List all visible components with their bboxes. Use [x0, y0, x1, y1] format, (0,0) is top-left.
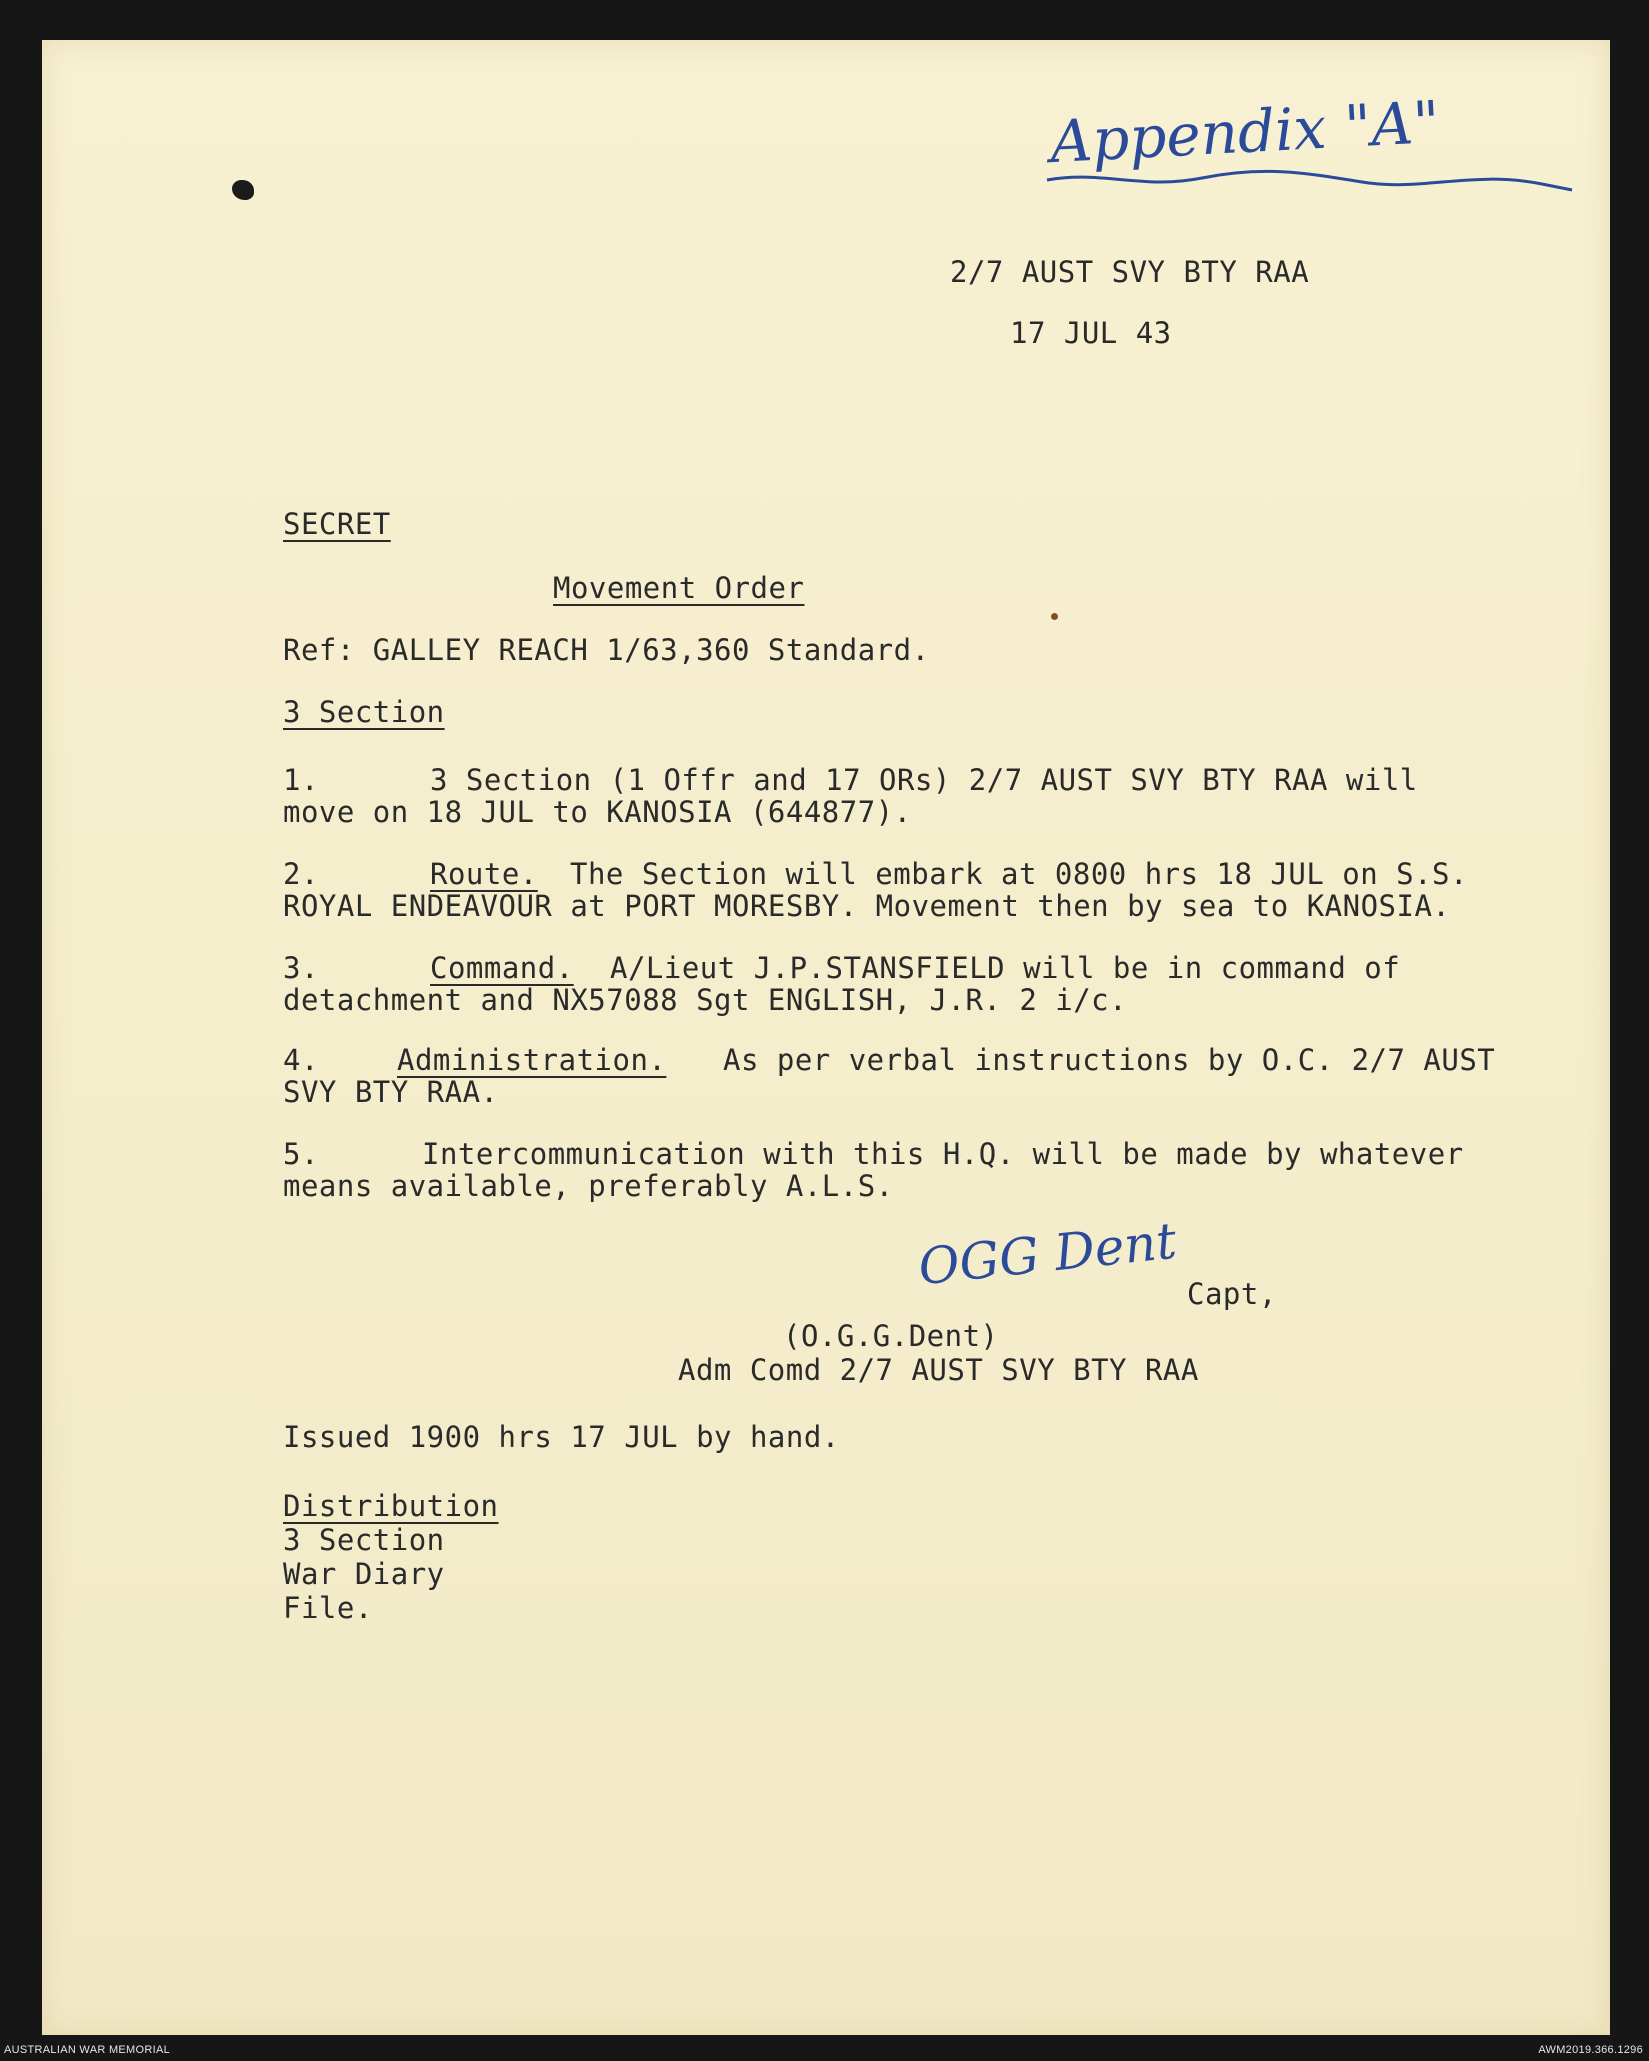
paragraph-heading: Administration.	[397, 1043, 667, 1077]
punch-hole	[232, 180, 254, 200]
paragraph-text: means available, preferably A.L.S.	[283, 1169, 894, 1203]
paragraph-number: 3.	[283, 951, 319, 985]
distribution-item: War Diary	[283, 1557, 445, 1591]
paragraph-text: As per verbal instructions by O.C. 2/7 AUST	[723, 1043, 1496, 1077]
distribution-item: 3 Section	[283, 1523, 445, 1557]
map-reference: Ref: GALLEY REACH 1/63,360 Standard.	[283, 633, 930, 667]
signatory-rank: Capt,	[1187, 1277, 1277, 1311]
signatory-appointment: Adm Comd 2/7 AUST SVY BTY RAA	[678, 1353, 1199, 1387]
handwritten-signature: OGG Dent	[915, 1211, 1180, 1297]
document-page	[42, 40, 1610, 2035]
paragraph-text: SVY BTY RAA.	[283, 1075, 499, 1109]
distribution-heading: Distribution	[283, 1489, 499, 1523]
paragraph-number: 2.	[283, 857, 319, 891]
signatory-name: (O.G.G.Dent)	[783, 1319, 999, 1353]
paragraph-number: 5.	[283, 1137, 319, 1171]
classification: SECRET	[283, 507, 391, 541]
paragraph-number: 1.	[283, 763, 319, 797]
paragraph-text: move on 18 JUL to KANOSIA (644877).	[283, 795, 912, 829]
issued-line: Issued 1900 hrs 17 JUL by hand.	[283, 1420, 840, 1454]
unit-header: 2/7 AUST SVY BTY RAA	[950, 255, 1310, 289]
paragraph-text: The Section will embark at 0800 hrs 18 JUL on S.S.	[570, 857, 1468, 891]
document-title: Movement Order	[553, 571, 805, 605]
document-date: 17 JUL 43	[1010, 316, 1172, 350]
appendix-annotation: Appendix "A"	[1048, 87, 1442, 177]
paragraph-text: ROYAL ENDEAVOUR at PORT MORESBY. Movement then by sea to KANOSIA.	[283, 889, 1451, 923]
ink-spot	[1051, 613, 1058, 620]
paragraph-text: detachment and NX57088 Sgt ENGLISH, J.R. 2 i/c.	[283, 983, 1128, 1017]
archive-credit: AUSTRALIAN WAR MEMORIAL	[4, 2044, 171, 2056]
section-heading: 3 Section	[283, 695, 445, 729]
archive-reference: AWM2019.366.1296	[1538, 2044, 1643, 2056]
distribution-item: File.	[283, 1591, 373, 1625]
paragraph-number: 4.	[283, 1043, 319, 1077]
paragraph-heading: Route.	[430, 857, 538, 891]
paragraph-text: A/Lieut J.P.STANSFIELD will be in command of	[610, 951, 1401, 985]
annotation-underline	[1042, 160, 1582, 200]
paragraph-text: Intercommunication with this H.Q. will be made by whatever	[422, 1137, 1464, 1171]
paragraph-heading: Command.	[430, 951, 574, 985]
paragraph-text: 3 Section (1 Offr and 17 ORs) 2/7 AUST SVY BTY RAA will	[430, 763, 1418, 797]
